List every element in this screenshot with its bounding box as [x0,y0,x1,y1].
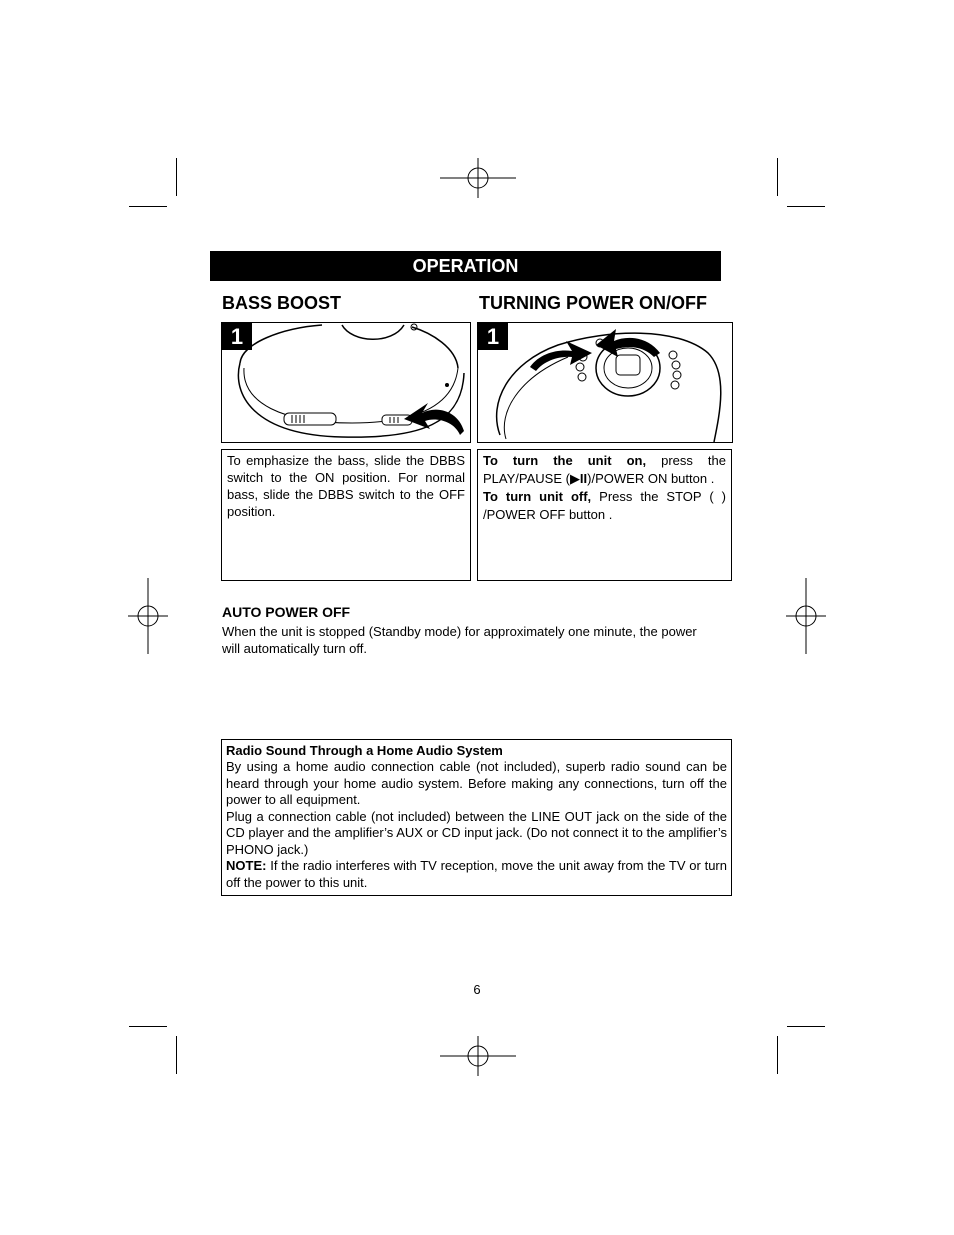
registration-mark-bottom [440,1036,516,1076]
bass-boost-instructions: To emphasize the bass, slide the DBBS switch to the ON position. For normal bass, slide the DBBS switch to the OFF position. [227,453,465,519]
bass-boost-text-box [221,449,471,581]
power-off-text: Press the STOP ( ) /POWER OFF button . [483,489,726,522]
play-pause-icon: ▶II [569,471,588,486]
crop-mark [176,158,177,196]
crop-mark [129,1026,167,1027]
registration-mark-right [786,578,826,654]
power-text-box [477,449,732,581]
auto-power-off-heading: AUTO POWER OFF [222,604,351,620]
power-on-instructions [483,452,726,488]
crop-mark [777,158,778,196]
radio-box-paragraph-1: By using a home audio connection cable (not included), superb radio sound can be heard through your home audio system. Before making any connections, turn off the power to all equipment. [226,759,727,807]
bass-boost-illustration [221,322,471,443]
cd-player-side-illustration [222,323,470,442]
radio-audio-system-box [221,739,732,896]
crop-mark [129,206,167,207]
banner-title: OPERATION [412,255,519,276]
registration-mark-left [128,578,168,654]
cd-player-top-illustration [478,323,732,442]
page-number: 6 [473,982,481,997]
bass-boost-heading: BASS BOOST [222,293,342,313]
radio-box-paragraph-2: Plug a connection cable (not included) between the LINE OUT jack on the side of the CD player and the amplifier’s AUX or CD input jack. (Do not connect it to the amplifier’s PHONO jack.) [226,808,727,857]
power-on-text: press the PLAY/PAUSE ( [483,453,726,486]
section-banner [210,251,721,281]
power-off-label: To turn unit off, [483,489,592,504]
radio-box-title: Radio Sound Through a Home Audio System [226,743,503,758]
registration-mark-top [440,158,516,198]
crop-mark [787,1026,825,1027]
crop-mark [176,1036,177,1074]
power-on-label: To turn the unit on, [483,453,647,468]
crop-mark [787,206,825,207]
crop-mark [777,1036,778,1074]
power-illustration [477,322,733,443]
power-on-text-end: )/POWER ON button . [587,471,715,486]
note-text: If the radio interferes with TV reception, move the unit away from the TV or turn off the power to this unit. [226,858,727,890]
note-label: NOTE: [226,858,267,873]
radio-box-note [226,858,727,891]
power-heading: TURNING POWER ON/OFF [479,293,707,313]
step-number: 1 [222,323,252,350]
step-number: 1 [478,323,508,350]
power-off-instructions [483,488,726,524]
auto-power-off-text: When the unit is stopped (Standby mode) for approximately one minute, the power will automatically turn off. [222,624,697,656]
